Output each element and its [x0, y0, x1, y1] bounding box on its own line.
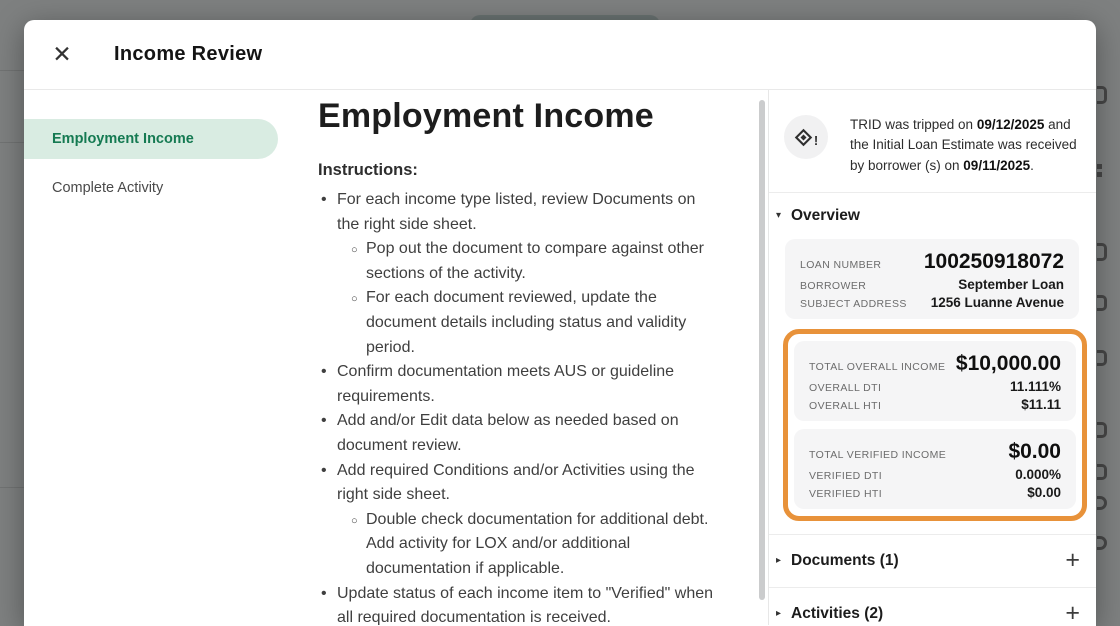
borrower-label: BORROWER: [800, 279, 867, 292]
overview-section-header[interactable]: ▾ Overview: [776, 206, 860, 224]
add-document-button[interactable]: +: [1065, 546, 1080, 575]
overview-card: [785, 239, 1079, 319]
income-review-modal: [24, 20, 1096, 626]
sidebar-item-complete-activity[interactable]: Complete Activity: [52, 180, 164, 196]
chevron-down-icon: ▾: [776, 210, 782, 222]
sidebar-item-employment-income[interactable]: Employment Income: [24, 119, 278, 159]
diamond-alert-icon: !: [784, 115, 828, 159]
add-activity-button[interactable]: +: [1065, 599, 1080, 626]
instructions-pane: [300, 90, 769, 625]
documents-section-header[interactable]: ▸ Documents (1) +: [776, 546, 1080, 575]
background-icon-fragment: [1097, 295, 1107, 311]
list-item: ○ Pop out the document to compare against other sections of the activity.: [348, 237, 718, 286]
list-item: ○ For each document reviewed, update the document details including status and validity period.: [348, 286, 718, 360]
background-divider-fragment: [0, 487, 24, 488]
modal-header: [24, 20, 1096, 90]
page-title: Employment Income: [318, 97, 654, 135]
chevron-right-icon: ▸: [776, 555, 782, 567]
summary-panel: [769, 90, 1096, 625]
trid-date-received: 09/11/2025: [963, 157, 1031, 173]
scrollbar-thumb[interactable]: [759, 100, 765, 600]
loan-number-label: LOAN NUMBER: [800, 258, 882, 271]
subject-address-label: SUBJECT ADDRESS: [800, 297, 907, 310]
verified-dti-value: 0.000%: [1015, 466, 1061, 482]
close-icon[interactable]: ✕: [52, 41, 72, 67]
verified-hti-value: $0.00: [1027, 484, 1061, 500]
overall-hti-value: $11.11: [1021, 396, 1061, 412]
subject-address-value: 1256 Luanne Avenue: [930, 294, 1064, 310]
instructions-list: [318, 188, 718, 625]
list-item: • Add required Conditions and/or Activities using the right side sheet.: [318, 459, 718, 508]
background-icon-fragment: [1097, 164, 1103, 180]
trid-notice-text: TRID was tripped on 09/12/2025 and the Initial Loan Estimate was received by borrower (s) on 09/11/2025.: [850, 117, 1077, 173]
modal-title: Income Review: [114, 43, 263, 65]
borrower-value: September Loan: [958, 276, 1064, 292]
background-icon-fragment: [1097, 464, 1107, 480]
trid-date-tripped: 09/12/2025: [976, 117, 1045, 132]
background-icon-fragment: [1097, 422, 1107, 438]
background-icon-fragment: [1097, 86, 1107, 104]
annotation-highlight-box: [783, 329, 1087, 521]
background-icon-fragment: [1097, 350, 1107, 366]
background-icon-fragment: [1097, 243, 1107, 261]
background-icon-fragment: [1097, 496, 1107, 510]
background-divider-fragment: [0, 70, 24, 71]
background-divider-fragment: [0, 142, 24, 143]
list-item: • Update status of each income item to "Verified" when all required documentation is received.: [318, 582, 718, 625]
total-verified-income-value: $0.00: [1008, 439, 1061, 463]
overall-income-card: TOTAL OVERALL INCOME $10,000.00 OVERALL DTI 11.111% OVERALL HTI $11.11: [794, 341, 1076, 421]
chevron-right-icon: ▸: [776, 608, 782, 620]
list-item: • For each income type listed, review Documents on the right side sheet.: [318, 188, 718, 237]
loan-number-value: 100250918072: [923, 249, 1064, 273]
verified-income-card: TOTAL VERIFIED INCOME $0.00 VERIFIED DTI 0.000% VERIFIED HTI $0.00: [794, 429, 1076, 509]
trid-notice: [769, 90, 1096, 176]
modal-sidebar: [24, 90, 300, 625]
overall-dti-value: 11.111%: [1009, 378, 1061, 394]
list-item: • Add and/or Edit data below as needed based on document review.: [318, 409, 718, 458]
activities-section-header[interactable]: ▸ Activities (2) +: [776, 599, 1080, 626]
list-item: ○ Double check documentation for additional debt. Add activity for LOX and/or additional documentation if applicable.: [348, 508, 718, 582]
background-icon-fragment: [1097, 536, 1107, 550]
list-item: • Confirm documentation meets AUS or guideline requirements.: [318, 360, 718, 409]
instructions-label: Instructions:: [318, 161, 418, 180]
total-overall-income-value: $10,000.00: [955, 351, 1061, 375]
